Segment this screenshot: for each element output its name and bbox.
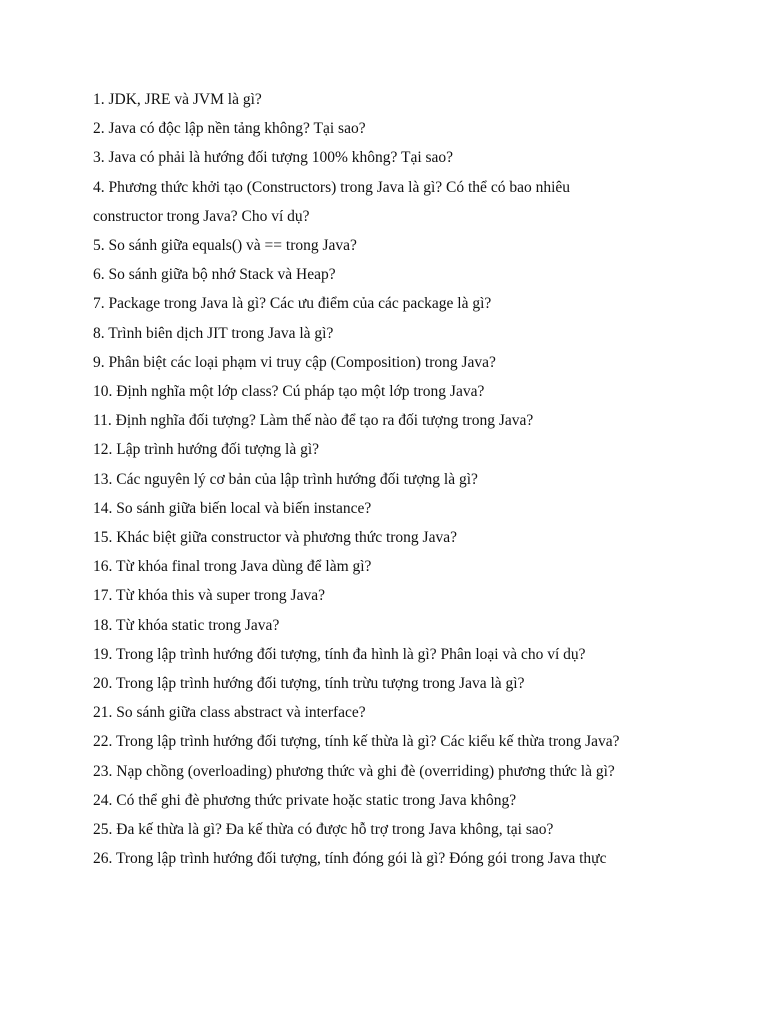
question-item: 12. Lập trình hướng đối tượng là gì?: [93, 441, 320, 459]
question-item: 24. Có thể ghi đè phương thức private hoặc static trong Java không?: [93, 791, 517, 809]
question-item: 17. Từ khóa this và super trong Java?: [93, 587, 325, 605]
question-item: 13. Các nguyên lý cơ bản của lập trình hướng đối tượng là gì?: [93, 470, 478, 488]
question-item: 4. Phương thức khởi tạo (Constructors) trong Java là gì? Có thể có bao nhiêu constructor trong Java? Cho ví dụ?: [93, 178, 571, 225]
question-item: 10. Định nghĩa một lớp class? Cú pháp tạo một lớp trong Java?: [93, 383, 485, 401]
question-item: 19. Trong lập trình hướng đối tượng, tính đa hình là gì? Phân loại và cho ví dụ?: [93, 645, 586, 663]
question-item: 3. Java có phải là hướng đối tượng 100% không? Tại sao?: [93, 149, 454, 167]
question-item: 1. JDK, JRE và JVM là gì?: [93, 91, 262, 108]
question-item: 8. Trình biên dịch JIT trong Java là gì?: [93, 324, 334, 342]
question-item: 7. Package trong Java là gì? Các ưu điểm của các package là gì?: [93, 295, 492, 313]
question-item: 11. Định nghĩa đối tượng? Làm thế nào để tạo ra đối tượng trong Java?: [93, 412, 534, 430]
question-item: 26. Trong lập trình hướng đối tượng, tính đóng gói là gì? Đóng gói trong Java thực: [93, 850, 607, 868]
question-item: 14. So sánh giữa biến local và biến instance?: [93, 499, 372, 517]
question-item: 21. So sánh giữa class abstract và interface?: [93, 704, 366, 722]
question-item: 9. Phân biệt các loại phạm vi truy cập (Composition) trong Java?: [93, 353, 496, 371]
question-item: 23. Nạp chồng (overloading) phương thức và ghi đè (overriding) phương thức là gì?: [93, 762, 615, 780]
question-list: [93, 85, 693, 873]
question-item: 22. Trong lập trình hướng đối tượng, tính kế thừa là gì? Các kiểu kế thừa trong Java?: [93, 733, 620, 751]
question-item: 5. So sánh giữa equals() và == trong Java?: [93, 237, 357, 255]
question-item: 20. Trong lập trình hướng đối tượng, tính trừu tượng trong Java là gì?: [93, 675, 525, 693]
question-item: 25. Đa kế thừa là gì? Đa kế thừa có được hỗ trợ trong Java không, tại sao?: [93, 821, 554, 839]
question-item: 16. Từ khóa final trong Java dùng để làm gì?: [93, 558, 372, 576]
question-item: 15. Khác biệt giữa constructor và phương thức trong Java?: [93, 529, 457, 547]
question-item: 6. So sánh giữa bộ nhớ Stack và Heap?: [93, 266, 336, 284]
question-item: 2. Java có độc lập nền tảng không? Tại sao?: [93, 120, 366, 138]
question-item: 18. Từ khóa static trong Java?: [93, 616, 280, 634]
